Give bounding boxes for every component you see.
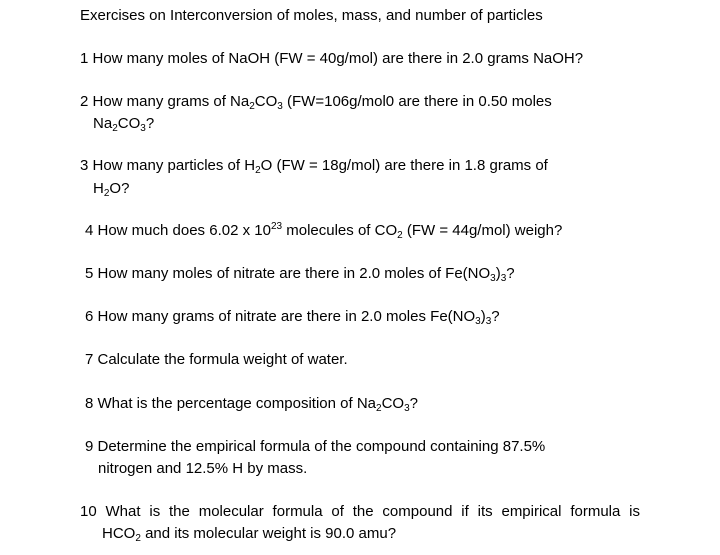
question-7: 7 Calculate the formula weight of water. (85, 351, 348, 368)
worksheet-title: Exercises on Interconversion of moles, mass, and number of particles (80, 7, 543, 24)
question-10-line-1: 10 What is the molecular formula of the compound if its empirical formula is (80, 503, 640, 520)
question-3-line-1: 3 How many particles of $H_2O$ (FW = 18g/mol) are there in 1.8 grams of (80, 157, 548, 176)
question-2-line-2: $Na_2CO_3$? (93, 115, 155, 134)
question-10-line-2: $HCO_2$ and its molecular weight is 90.0 amu? (102, 525, 397, 544)
question-2-line-1: 2 How many grams of $Na_2CO_3$ (FW=106g/mol0 are there in 0.50 moles (80, 93, 552, 112)
question-5: 5 How many moles of nitrate are there in 2.0 moles of $Fe(NO_3)_3$? (85, 265, 515, 284)
question-6: 6 How many grams of nitrate are there in 2.0 moles $Fe(NO_3)_3$? (85, 308, 500, 327)
question-3-line-2: $H_2O$? (93, 180, 130, 199)
question-9-line-1: 9 Determine the empirical formula of the compound containing 87.5% (85, 438, 546, 455)
question-9-line-2: nitrogen and 12.5% H by mass. (98, 460, 308, 477)
question-1: 1 How many moles of NaOH (FW = 40g/mol) are there in 2.0 grams NaOH? (80, 50, 584, 67)
question-8: 8 What is the percentage composition of $Na_2CO_3$? (85, 395, 418, 414)
question-4: 4 How much does 6.02 x $10^{23}$ molecules of $CO_2$ (FW = 44g/mol) weigh? (85, 221, 563, 241)
